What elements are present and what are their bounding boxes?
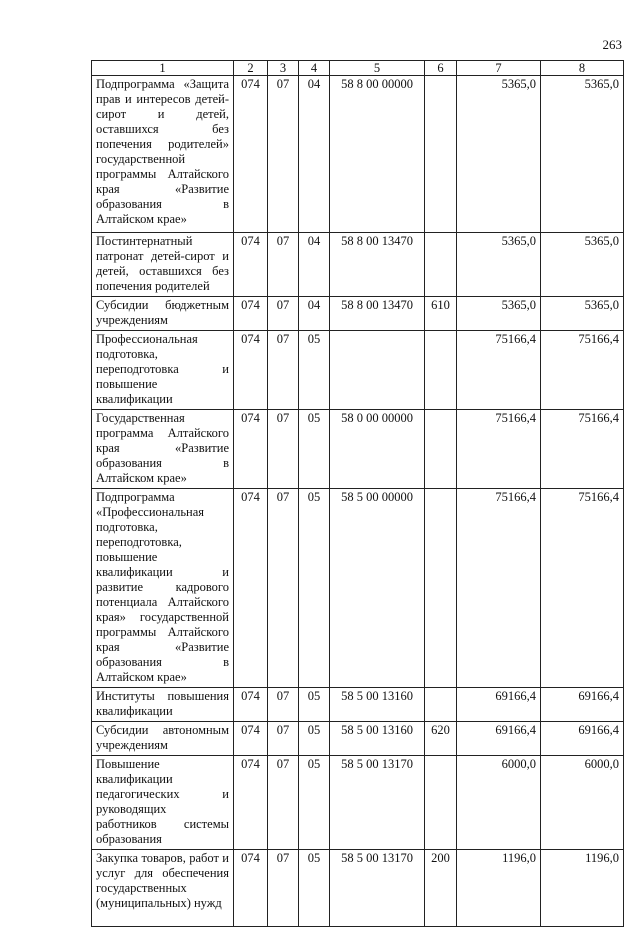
cell-grbs: 074 [234, 688, 268, 722]
cell-rz: 07 [268, 850, 299, 927]
budget-table [91, 60, 624, 927]
cell-sum1: 69166,4 [457, 722, 541, 756]
table-row [92, 410, 624, 489]
cell-grbs: 074 [234, 756, 268, 850]
header-cell: 5 [330, 61, 425, 76]
table-row [92, 297, 624, 331]
cell-name: Подпрограмма «Защита прав и интересов детей-сирот и детей, оставшихся без попечения родителей» государственной программы Алтайского края «Развитие образования в Алтайском крае» [92, 76, 234, 233]
table-row [92, 850, 624, 927]
table-row [92, 688, 624, 722]
cell-rz: 07 [268, 688, 299, 722]
cell-rz: 07 [268, 297, 299, 331]
cell-csr: 58 5 00 00000 [330, 489, 425, 688]
cell-grbs: 074 [234, 850, 268, 927]
cell-sum2: 5365,0 [541, 233, 624, 297]
cell-vr [425, 76, 457, 233]
cell-grbs: 074 [234, 76, 268, 233]
cell-sum2: 75166,4 [541, 489, 624, 688]
cell-csr: 58 0 00 00000 [330, 410, 425, 489]
header-row [92, 61, 624, 76]
cell-sum1: 1196,0 [457, 850, 541, 927]
cell-sum1: 5365,0 [457, 297, 541, 331]
page-number: 263 [602, 37, 622, 52]
cell-vr [425, 688, 457, 722]
cell-vr: 610 [425, 297, 457, 331]
cell-csr: 58 8 00 13470 [330, 233, 425, 297]
cell-csr: 58 5 00 13170 [330, 850, 425, 927]
cell-csr: 58 5 00 13170 [330, 756, 425, 850]
header-cell: 1 [92, 61, 234, 76]
cell-rz: 07 [268, 76, 299, 233]
cell-vr [425, 756, 457, 850]
cell-name: Субсидии автономным учреждениям [92, 722, 234, 756]
cell-rz: 07 [268, 233, 299, 297]
cell-vr [425, 331, 457, 410]
cell-sum2: 1196,0 [541, 850, 624, 927]
cell-sum2: 5365,0 [541, 76, 624, 233]
cell-grbs: 074 [234, 489, 268, 688]
cell-sum1: 6000,0 [457, 756, 541, 850]
cell-vr [425, 233, 457, 297]
cell-pr: 04 [299, 297, 330, 331]
cell-pr: 04 [299, 76, 330, 233]
cell-sum1: 75166,4 [457, 410, 541, 489]
cell-sum1: 5365,0 [457, 233, 541, 297]
cell-name: Подпрограмма «Профессиональная подготовка, переподготовка, повышение квалификации и развитие кадрового потенциала Алтайского края» государственной программы Алтайского края «Развитие образования в Алтайском крае» [92, 489, 234, 688]
table-row [92, 722, 624, 756]
cell-grbs: 074 [234, 233, 268, 297]
cell-sum1: 69166,4 [457, 688, 541, 722]
cell-name: Государственная программа Алтайского края «Развитие образования в Алтайском крае» [92, 410, 234, 489]
cell-vr: 200 [425, 850, 457, 927]
cell-rz: 07 [268, 722, 299, 756]
cell-csr: 58 5 00 13160 [330, 722, 425, 756]
header-cell: 2 [234, 61, 268, 76]
cell-name: Институты повышения квалификации [92, 688, 234, 722]
cell-name: Постинтернатный патронат детей-сирот и детей, оставшихся без попечения родителей [92, 233, 234, 297]
cell-grbs: 074 [234, 331, 268, 410]
cell-rz: 07 [268, 489, 299, 688]
table-row [92, 331, 624, 410]
cell-pr: 05 [299, 688, 330, 722]
table-row [92, 756, 624, 850]
cell-csr [330, 331, 425, 410]
cell-vr [425, 410, 457, 489]
table-body [92, 76, 624, 927]
cell-vr: 620 [425, 722, 457, 756]
cell-pr: 05 [299, 722, 330, 756]
cell-rz: 07 [268, 331, 299, 410]
cell-sum2: 69166,4 [541, 722, 624, 756]
cell-pr: 05 [299, 489, 330, 688]
table-row [92, 76, 624, 233]
header-cell: 3 [268, 61, 299, 76]
cell-sum2: 69166,4 [541, 688, 624, 722]
cell-sum2: 75166,4 [541, 410, 624, 489]
cell-sum1: 5365,0 [457, 76, 541, 233]
cell-csr: 58 5 00 13160 [330, 688, 425, 722]
cell-grbs: 074 [234, 410, 268, 489]
cell-name: Профессиональная подготовка, переподготовка и повышение квалификации [92, 331, 234, 410]
cell-pr: 05 [299, 756, 330, 850]
cell-grbs: 074 [234, 722, 268, 756]
cell-vr [425, 489, 457, 688]
cell-sum1: 75166,4 [457, 331, 541, 410]
cell-pr: 05 [299, 331, 330, 410]
cell-rz: 07 [268, 410, 299, 489]
header-cell: 8 [541, 61, 624, 76]
cell-name: Субсидии бюджетным учреждениям [92, 297, 234, 331]
cell-csr: 58 8 00 00000 [330, 76, 425, 233]
table-row [92, 233, 624, 297]
cell-pr: 04 [299, 233, 330, 297]
cell-sum2: 5365,0 [541, 297, 624, 331]
header-cell: 4 [299, 61, 330, 76]
cell-grbs: 074 [234, 297, 268, 331]
cell-sum1: 75166,4 [457, 489, 541, 688]
table-row [92, 489, 624, 688]
cell-rz: 07 [268, 756, 299, 850]
cell-csr: 58 8 00 13470 [330, 297, 425, 331]
cell-name: Закупка товаров, работ и услуг для обеспечения государственных (муниципальных) нужд [92, 850, 234, 927]
cell-sum2: 75166,4 [541, 331, 624, 410]
cell-name: Повышение квалификации педагогических и руководящих работников системы образования [92, 756, 234, 850]
header-cell: 7 [457, 61, 541, 76]
header-cell: 6 [425, 61, 457, 76]
cell-pr: 05 [299, 850, 330, 927]
cell-sum2: 6000,0 [541, 756, 624, 850]
cell-pr: 05 [299, 410, 330, 489]
